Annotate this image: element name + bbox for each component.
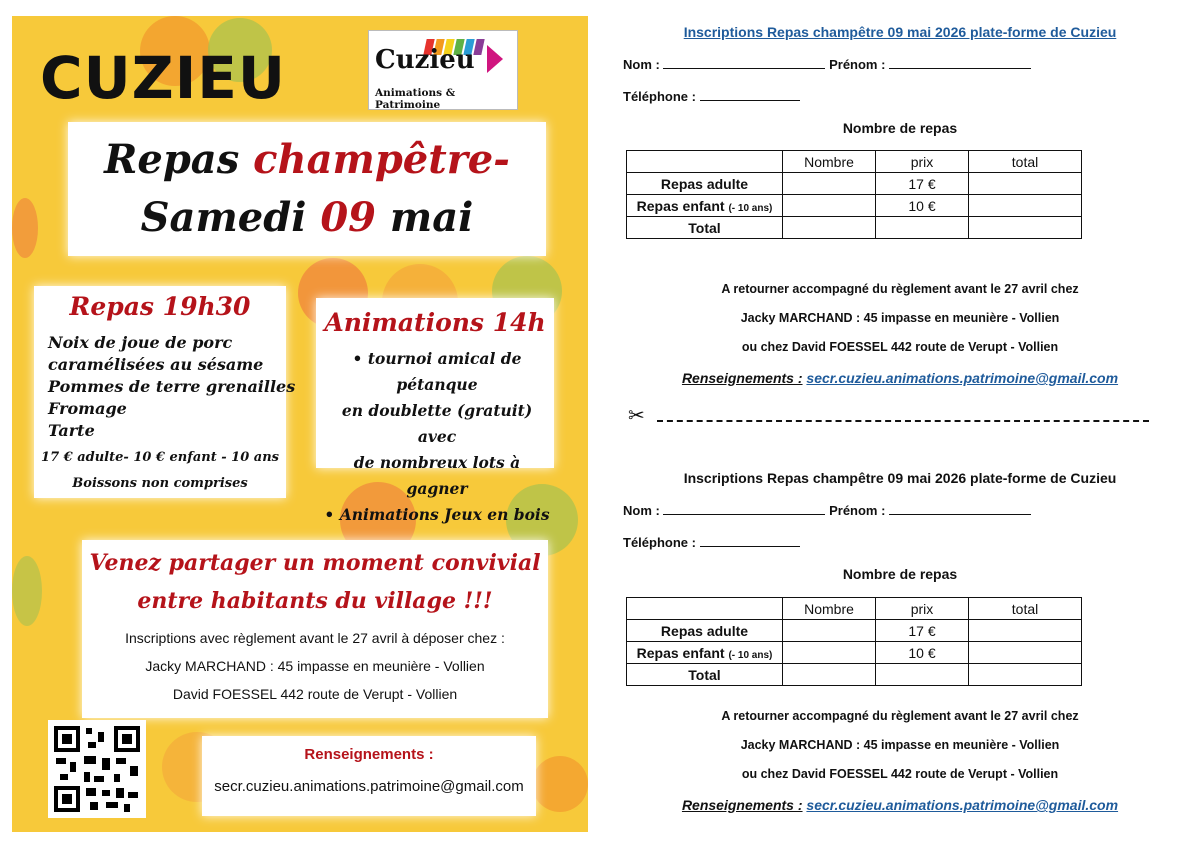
nom-label: Nom : bbox=[623, 503, 660, 518]
prix-cell: 10 € bbox=[876, 195, 969, 217]
menu-item: Noix de joue de porc bbox=[48, 333, 233, 352]
contact-title: Renseignements : bbox=[304, 746, 434, 763]
decor-dot bbox=[532, 756, 588, 812]
nom-field[interactable] bbox=[663, 502, 825, 515]
form-1-meal-count-title: Nombre de repas bbox=[842, 120, 958, 136]
nombre-adulte-cell[interactable] bbox=[783, 620, 876, 642]
convivial-line-2: entre habitants du village !!! bbox=[137, 588, 493, 614]
animation-line: • tournoi amical de pétanque bbox=[352, 349, 522, 394]
form-1-meal-table bbox=[626, 150, 1082, 239]
cut-line bbox=[657, 420, 1149, 422]
logo-arrow-icon bbox=[487, 45, 503, 73]
form-2-address-2: ou chez David FOESSEL 442 route de Verupt - Vollien bbox=[741, 767, 1059, 781]
inscription-note: Inscriptions avec règlement avant le 27 avril à déposer chez : bbox=[125, 630, 505, 646]
grand-total-cell[interactable] bbox=[969, 217, 1082, 239]
animations-board bbox=[316, 298, 554, 524]
registration-forms bbox=[600, 0, 1200, 848]
form-2-return-note: A retourner accompagné du règlement avant le 27 avril chez bbox=[721, 709, 1079, 723]
prenom-label: Prénom : bbox=[829, 503, 886, 518]
convivial-board bbox=[82, 540, 548, 718]
form-1-contact bbox=[600, 370, 1200, 386]
menu-item: Tarte bbox=[48, 421, 95, 440]
nombre-adulte-cell[interactable] bbox=[783, 173, 876, 195]
animations-list bbox=[324, 346, 550, 528]
telephone-field[interactable] bbox=[700, 534, 800, 547]
prenom-label: Prénom : bbox=[829, 57, 886, 72]
header-cell: Nombre bbox=[783, 598, 876, 620]
header-cell bbox=[627, 151, 783, 173]
menu-drinks: Boissons non comprises bbox=[72, 476, 248, 491]
telephone-label: Téléphone : bbox=[623, 89, 696, 104]
grand-total-cell[interactable] bbox=[969, 664, 1082, 686]
form-2-phone-row bbox=[623, 534, 800, 550]
headline-line-2: Samedi 09 mai bbox=[140, 194, 474, 241]
header-cell bbox=[627, 598, 783, 620]
row-label: Repas enfant (- 10 ans) bbox=[627, 642, 783, 664]
form-1-address-2: ou chez David FOESSEL 442 route de Verupt - Vollien bbox=[741, 340, 1059, 354]
nom-field[interactable] bbox=[663, 56, 825, 69]
total-nombre-cell[interactable] bbox=[783, 217, 876, 239]
animation-line: • Animations Jeux en bois bbox=[324, 505, 550, 524]
total-nombre-cell[interactable] bbox=[783, 664, 876, 686]
header-cell: total bbox=[969, 598, 1082, 620]
total-adulte-cell[interactable] bbox=[969, 173, 1082, 195]
table-row bbox=[627, 217, 1082, 239]
table-row bbox=[627, 664, 1082, 686]
header-cell: Nombre bbox=[783, 151, 876, 173]
prenom-field[interactable] bbox=[889, 502, 1031, 515]
form-2-contact bbox=[600, 797, 1200, 813]
table-row bbox=[627, 620, 1082, 642]
menu-board bbox=[34, 286, 296, 498]
form-1-phone-row bbox=[623, 88, 800, 104]
menu-item: Fromage bbox=[48, 399, 127, 418]
contact-email-link[interactable]: secr.cuzieu.animations.patrimoine@gmail.com bbox=[806, 370, 1119, 386]
nombre-enfant-cell[interactable] bbox=[783, 642, 876, 664]
contact-email-link[interactable]: secr.cuzieu.animations.patrimoine@gmail.com bbox=[806, 797, 1119, 813]
table-row bbox=[627, 173, 1082, 195]
contact-label: Renseignements : bbox=[681, 370, 803, 386]
table-row bbox=[627, 642, 1082, 664]
form-2-meal-table bbox=[626, 597, 1082, 686]
form-1-title[interactable]: Inscriptions Repas champêtre 09 mai 2026 plate-forme de Cuzieu bbox=[683, 24, 1117, 40]
header-cell: prix bbox=[876, 151, 969, 173]
menu-title: Repas 19h30 bbox=[69, 292, 251, 321]
header-cell: prix bbox=[876, 598, 969, 620]
qr-code-image bbox=[54, 726, 140, 812]
event-poster bbox=[12, 16, 588, 832]
logo-word: Cuzieu bbox=[375, 45, 475, 75]
prenom-field[interactable] bbox=[889, 56, 1031, 69]
association-logo bbox=[368, 30, 518, 110]
logo-subtitle: Animations & Patrimoine bbox=[375, 87, 456, 111]
row-label: Total bbox=[627, 217, 783, 239]
form-2-title: Inscriptions Repas champêtre 09 mai 2026 plate-forme de Cuzieu bbox=[683, 470, 1117, 486]
header-cell: total bbox=[969, 151, 1082, 173]
contact-board bbox=[202, 736, 536, 816]
row-label: Total bbox=[627, 664, 783, 686]
animation-line: de nombreux lots à gagner bbox=[353, 453, 521, 498]
prix-cell: 17 € bbox=[876, 620, 969, 642]
address-2: David FOESSEL 442 route de Verupt - Vollien bbox=[172, 686, 458, 702]
nom-label: Nom : bbox=[623, 57, 660, 72]
poster-town-title: CUZIEU bbox=[40, 44, 287, 112]
convivial-line-1: Venez partager un moment convivial bbox=[89, 550, 541, 576]
prix-cell: 17 € bbox=[876, 173, 969, 195]
form-1-name-row bbox=[623, 56, 1031, 72]
qr-code[interactable] bbox=[48, 720, 146, 818]
total-enfant-cell[interactable] bbox=[969, 195, 1082, 217]
decor-dot bbox=[12, 556, 42, 626]
prix-cell: 10 € bbox=[876, 642, 969, 664]
table-header-row bbox=[627, 151, 1082, 173]
contact-email[interactable]: secr.cuzieu.animations.patrimoine@gmail.com bbox=[214, 778, 524, 795]
menu-list bbox=[48, 332, 295, 442]
menu-item: Pommes de terre grenailles bbox=[48, 377, 296, 396]
row-label: Repas enfant (- 10 ans) bbox=[627, 195, 783, 217]
form-2-meal-count-title: Nombre de repas bbox=[842, 566, 958, 582]
menu-item: caramélisées au sésame bbox=[48, 355, 264, 374]
form-1-address-1: Jacky MARCHAND : 45 impasse en meunière - Vollien bbox=[740, 311, 1060, 325]
menu-price: 17 € adulte- 10 € enfant - 10 ans bbox=[41, 450, 279, 465]
nombre-enfant-cell[interactable] bbox=[783, 195, 876, 217]
form-2-name-row bbox=[623, 502, 1031, 518]
telephone-field[interactable] bbox=[700, 88, 800, 101]
row-label: Repas adulte bbox=[627, 173, 783, 195]
row-label: Repas adulte bbox=[627, 620, 783, 642]
address-1: Jacky MARCHAND : 45 impasse en meunière - Vollien bbox=[145, 658, 485, 674]
form-1-return-note: A retourner accompagné du règlement avant le 27 avril chez bbox=[721, 282, 1079, 296]
table-row bbox=[627, 195, 1082, 217]
total-prix-cell bbox=[876, 664, 969, 686]
animations-title: Animations 14h bbox=[324, 308, 546, 337]
total-prix-cell bbox=[876, 217, 969, 239]
headline-line-1: Repas champêtre- bbox=[104, 136, 510, 183]
scissors-icon: ✂ bbox=[628, 405, 645, 427]
total-adulte-cell[interactable] bbox=[969, 620, 1082, 642]
table-header-row bbox=[627, 598, 1082, 620]
animation-line: en doublette (gratuit) avec bbox=[341, 401, 533, 446]
headline-board bbox=[68, 122, 546, 256]
telephone-label: Téléphone : bbox=[623, 535, 696, 550]
decor-dot bbox=[12, 198, 38, 258]
contact-label: Renseignements : bbox=[681, 797, 803, 813]
total-enfant-cell[interactable] bbox=[969, 642, 1082, 664]
form-2-address-1: Jacky MARCHAND : 45 impasse en meunière - Vollien bbox=[740, 738, 1060, 752]
